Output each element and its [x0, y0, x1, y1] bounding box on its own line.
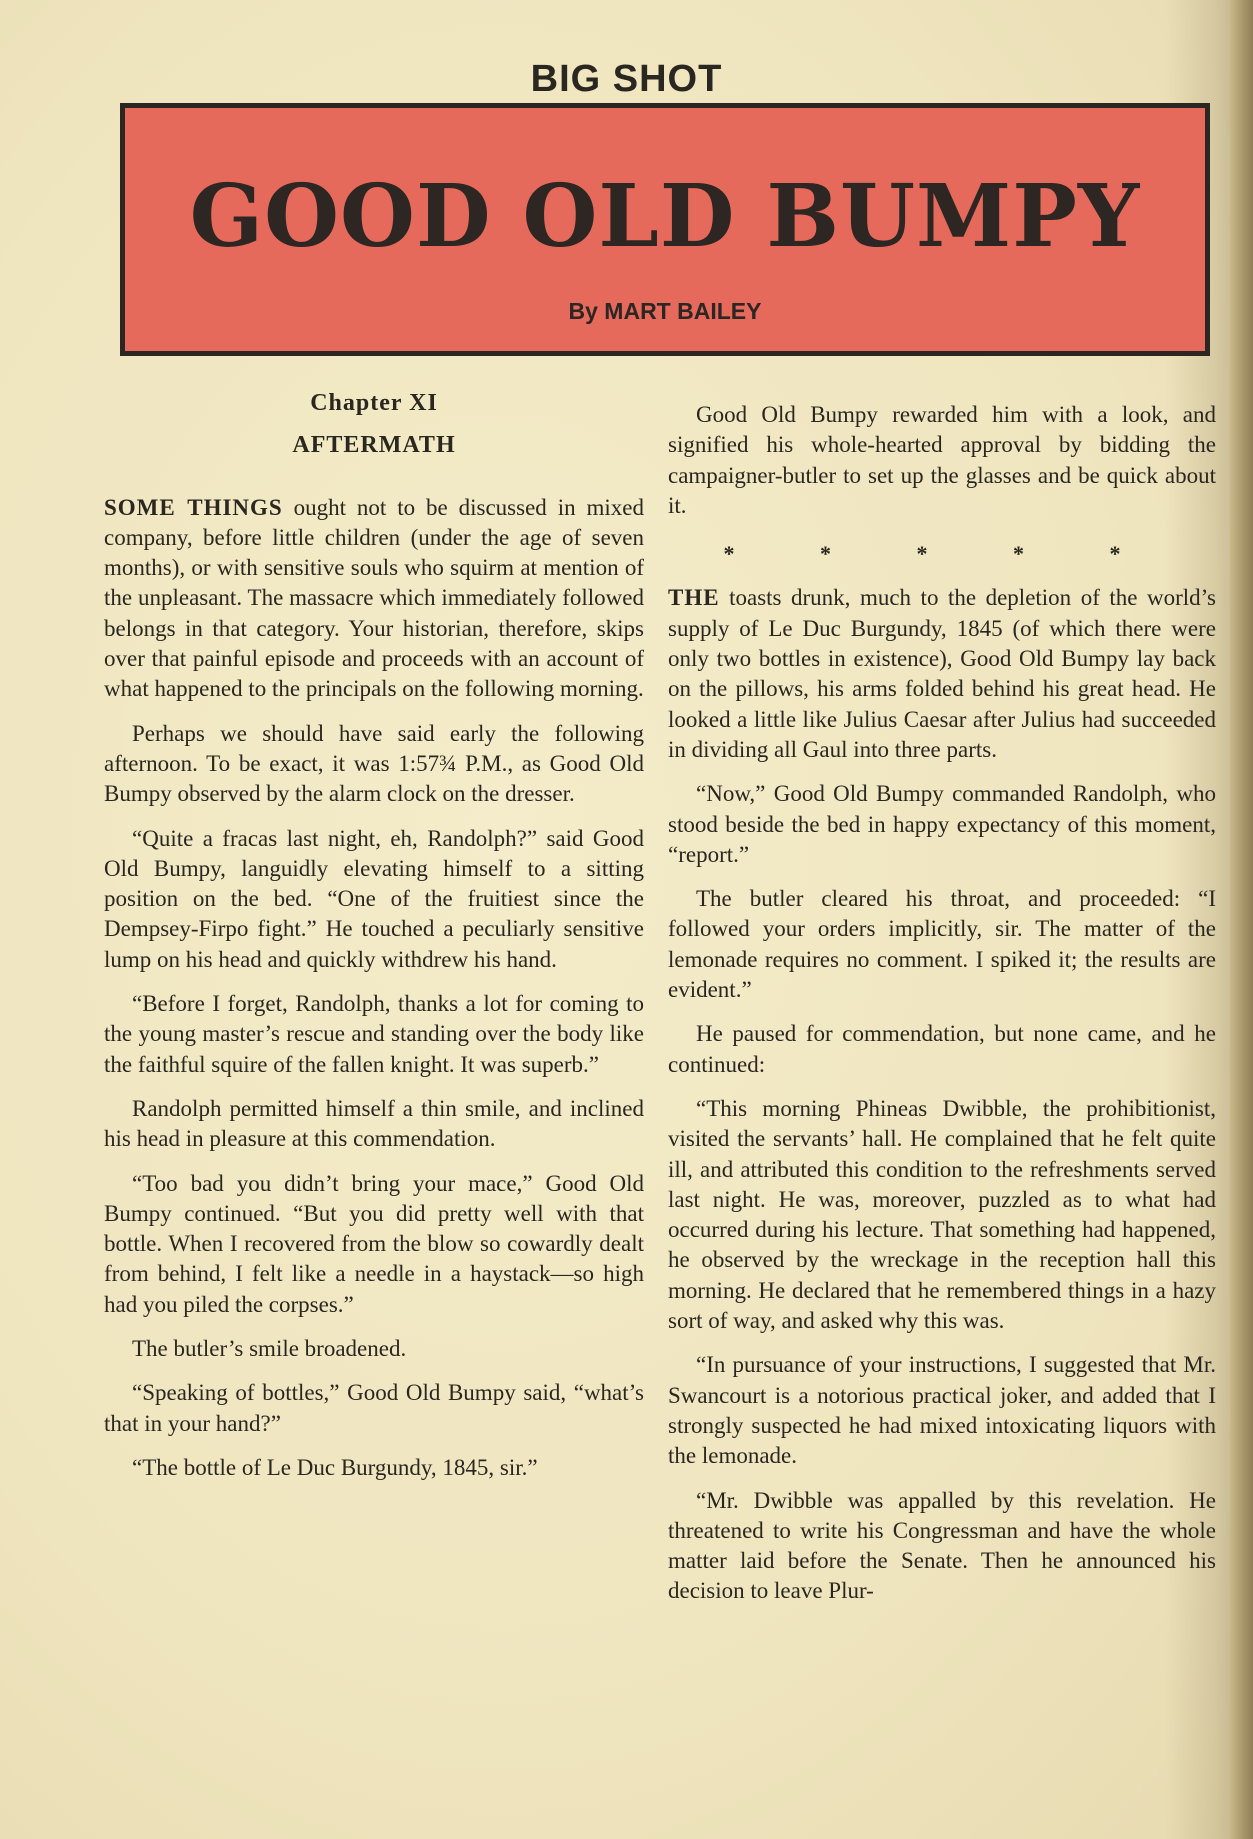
paragraph: “In pursuance of your instructions, I suggested that Mr. Swancourt is a notorious practical joker, and added that I strongly suspected he had mixed intoxicating liquors with the lemonade. [668, 1352, 1216, 1469]
paragraph: “The bottle of Le Duc Burgundy, 1845, sir.” [132, 1454, 538, 1480]
paragraph: “Too bad you didn’t bring your mace,” Good Old Bumpy continued. “But you did pretty well with that bottle. When I recovered from the blow so cowardly dealt from behind, I felt like a needle in a haystack—so high had you piled the corpses.” [104, 1170, 644, 1317]
chapter-number: Chapter XI [310, 390, 438, 416]
paragraph: “Mr. Dwibble was appalled by this revelation. He threatened to write his Congressman and have the whole matter laid before the Senate. Then he announced his decision to leave Plur- [668, 1487, 1216, 1604]
section-separator: * * * * * [723, 541, 1161, 567]
page-spine-shadow [1230, 0, 1253, 1839]
right-column [668, 400, 1216, 1720]
story-title: GOOD OLD BUMPY [189, 166, 1141, 267]
masthead: BIG SHOT [530, 58, 723, 100]
title-banner [120, 103, 1210, 356]
paragraph: “Before I forget, Randolph, thanks a lot for coming to the young master’s rescue and standing over the body like the faithful squire of the fallen knight. It was superb.” [104, 991, 644, 1077]
lead-in: SOME THINGS [104, 494, 283, 520]
paragraph [668, 583, 1216, 765]
paragraph [104, 493, 644, 705]
paragraph: Perhaps we should have said early the following afternoon. To be exact, it was 1:57¾ P.M., as Good Old Bumpy observed by the alarm clock on the dresser. [104, 720, 644, 807]
paragraph: “This morning Phineas Dwibble, the prohibitionist, visited the servants’ hall. He complained that he felt quite ill, and attributed this condition to the refreshments served last night. He was, moreover, puzzled as to what had occurred during his lecture. That something had happened, he observed by the wreckage in the reception hall this morning. He declared that he remembered things in a hazy sort of way, and asked why this was. [668, 1095, 1216, 1334]
chapter-title: AFTERMATH [292, 432, 456, 459]
paragraph: The butler’s smile broadened. [132, 1336, 407, 1362]
paragraph: “Now,” Good Old Bumpy commanded Randolph, who stood beside the bed in happy expectancy of this moment, “report.” [668, 781, 1216, 867]
paragraph-text: ought not to be discussed in mixed company, before little children (under the age of seven months), or with sensitive souls who squirm at mention of the unpleasant. The massacre which immediately followed belongs in that category. Your historian, therefore, skips over that painful episode and proceeds with an account of what happened to the principals on the following morning. [104, 494, 644, 702]
paragraph: “Quite a fracas last night, eh, Randolph?” said Good Old Bumpy, languidly elevating himself to a sitting position on the bed. “One of the fruitiest since the Dempsey-Firpo fight.” He touched a peculiarly sensitive lump on his head and quickly withdrew his hand. [104, 825, 644, 972]
paragraph: The butler cleared his throat, and proceeded: “I followed your orders implicitly, sir. The matter of the lemonade requires no comment. I spiked it; the results are evident.” [668, 886, 1216, 1003]
paragraph: He paused for commendation, but none came, and he continued: [668, 1021, 1216, 1077]
paragraph-text: toasts drunk, much to the depletion of the world’s supply of Le Duc Burgundy, 1845 (of which there were only two bottles in existence), Good Old Bumpy lay back on the pillows, his arms folded behind his great head. He looked a little like Julius Caesar after Julius had succeeded in dividing all Gaul into three parts. [668, 585, 1216, 762]
lead-in: THE [668, 585, 720, 611]
left-column [104, 388, 644, 1708]
paragraph: “Speaking of bottles,” Good Old Bumpy said, “what’s that in your hand?” [104, 1380, 644, 1436]
paragraph: Randolph permitted himself a thin smile, and inclined his head in pleasure at this commendation. [104, 1095, 644, 1152]
paragraph: Good Old Bumpy rewarded him with a look, and signified his whole-hearted approval by bidding the campaigner-butler to set up the glasses and be quick about it. [668, 402, 1216, 518]
byline: By MART BAILEY [568, 298, 762, 324]
